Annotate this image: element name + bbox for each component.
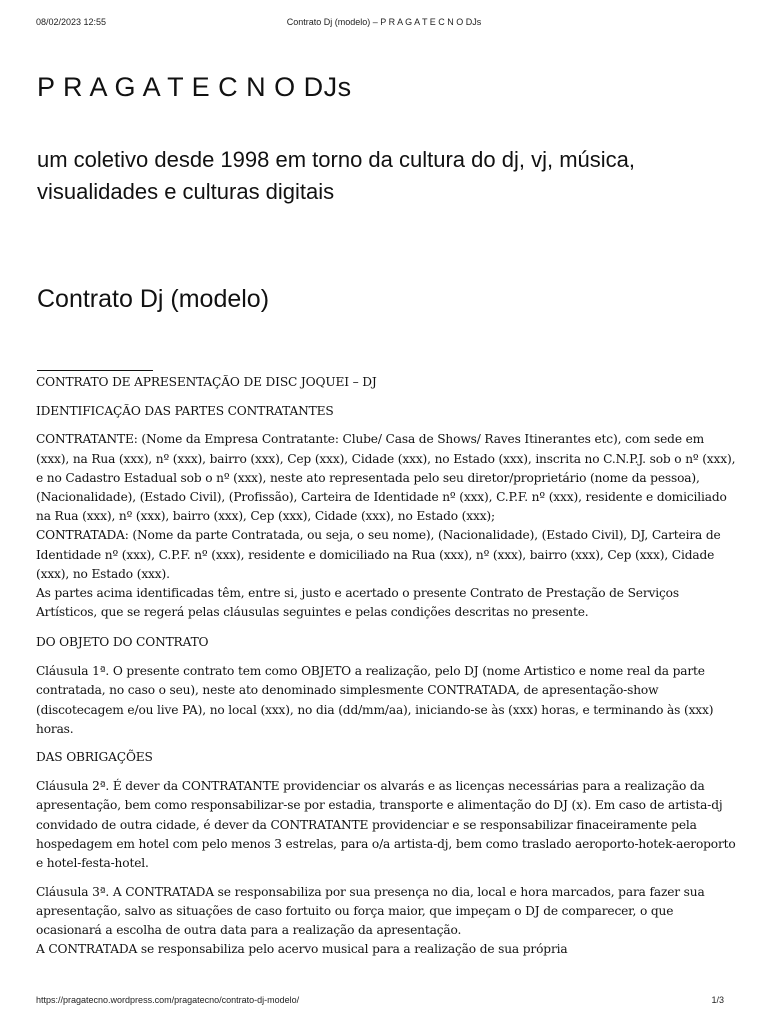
print-header (36, 17, 732, 31)
print-footer (36, 995, 732, 1009)
paragraph-contratante: CONTRATANTE: (Nome da Empresa Contratante: Clube/ Casa de Shows/ Raves Itinerantes etc), com sede em (xxx), na Rua (xxx), nº (xxx), bairro (xxx), Cep (xxx), Cidade (xxx), no Estado (xxx), inscrita no C.N.P.J. sob o nº (xxx), e no Cadastro Estadual sob o nº (xxx), neste ato representada pelo seu diretor/proprietário (nome da pessoa), (Nacionalidade), (Estado Civil), (Profissão), Carteira de Identidade nº (xxx), C.P.F. nº (xxx), residente e domiciliado na Rua (xxx), nº (xxx), bairro (xxx), Cep (xxx), Cidade (xxx), no Estado (xxx); (36, 432, 736, 524)
paragraph-contratada: CONTRATADA: (Nome da parte Contratada, ou seja, o seu nome), (Nacionalidade), (Estado Civil), DJ, Carteira de Identidade nº (xxx), C.P.F. nº (xxx), residente e domiciliado na Rua (xxx), nº (xxx), bairro (xxx), Cep (xxx), Cidade (xxx), no Estado (xxx). (36, 528, 721, 581)
print-page-number: 1/3 (711, 995, 724, 1005)
paragraph-agreement: As partes acima identificadas têm, entre si, justo e acertado o presente Contrato de Prestação de Serviços Artísticos, que se regerá pelas cláusulas seguintes e pelas condições descritas no presente. (36, 586, 679, 620)
clause-1: Cláusula 1ª. O presente contrato tem como OBJETO a realização, pelo DJ (nome Artistico e nome real da parte contratada, no caso o seu), neste ato denominado simplesmente CONTRATADA, de apresentação-show (discotecagem e/ou live PA), no local (xxx), no dia (dd/mm/aa), iniciando-se às (xxx) horas, e terminando às (xxx) horas. (36, 664, 714, 736)
section-heading-parties: IDENTIFICAÇÃO DAS PARTES CONTRATANTES (36, 403, 334, 418)
site-tagline: um coletivo desde 1998 em torno da cultura do dj, vj, música, visualidades e culturas digitais (37, 147, 635, 204)
post-content (36, 373, 736, 959)
print-datetime: 08/02/2023 12:55 (36, 17, 107, 27)
clause-3-continued: A CONTRATADA se responsabiliza pelo acervo musical para a realização de sua própria (36, 942, 568, 957)
section-heading-object: DO OBJETO DO CONTRATO (36, 635, 209, 650)
clause-3-block (36, 883, 736, 960)
site-title[interactable]: P R A G A T E C N O DJs (37, 72, 352, 102)
clause-3: Cláusula 3ª. A CONTRATADA se responsabiliza por sua presença no dia, local e hora marcados, para fazer sua apresentação, salvo as situações de caso fortuito ou força maior, que impeçam o DJ de comparecer, o que ocasionará a escolha de outra data para a realização da apresentação. (36, 884, 705, 938)
print-page-title: Contrato Dj (modelo) – P R A G A T E C N O DJs (286, 17, 482, 27)
post-title: Contrato Dj (modelo) (37, 285, 270, 313)
parties-block (36, 430, 736, 622)
short-rule-divider (37, 370, 153, 371)
section-heading-obligations: DAS OBRIGAÇÕES (36, 750, 153, 765)
print-url: https://pragatecno.wordpress.com/pragatecno/contrato-dj-modelo/ (36, 995, 300, 1005)
clause-2: Cláusula 2ª. É dever da CONTRATANTE providenciar os alvarás e as licenças necessárias para a realização da apresentação, bem como responsabilizar-se por estadia, transporte e alimentação do DJ (x). Em caso de artista-dj convidado de outra cidade, é dever da CONTRATANTE providenciar e se responsabilizar finaceiramente pela hospedagem em hotel com pelo menos 3 estrelas, para o/a artista-dj, bem como traslado aeroporto-hotek-aeroporto e hotel-festa-hotel. (36, 779, 736, 870)
contract-heading: CONTRATO DE APRESENTAÇÃO DE DISC JOQUEI – DJ (36, 375, 377, 389)
